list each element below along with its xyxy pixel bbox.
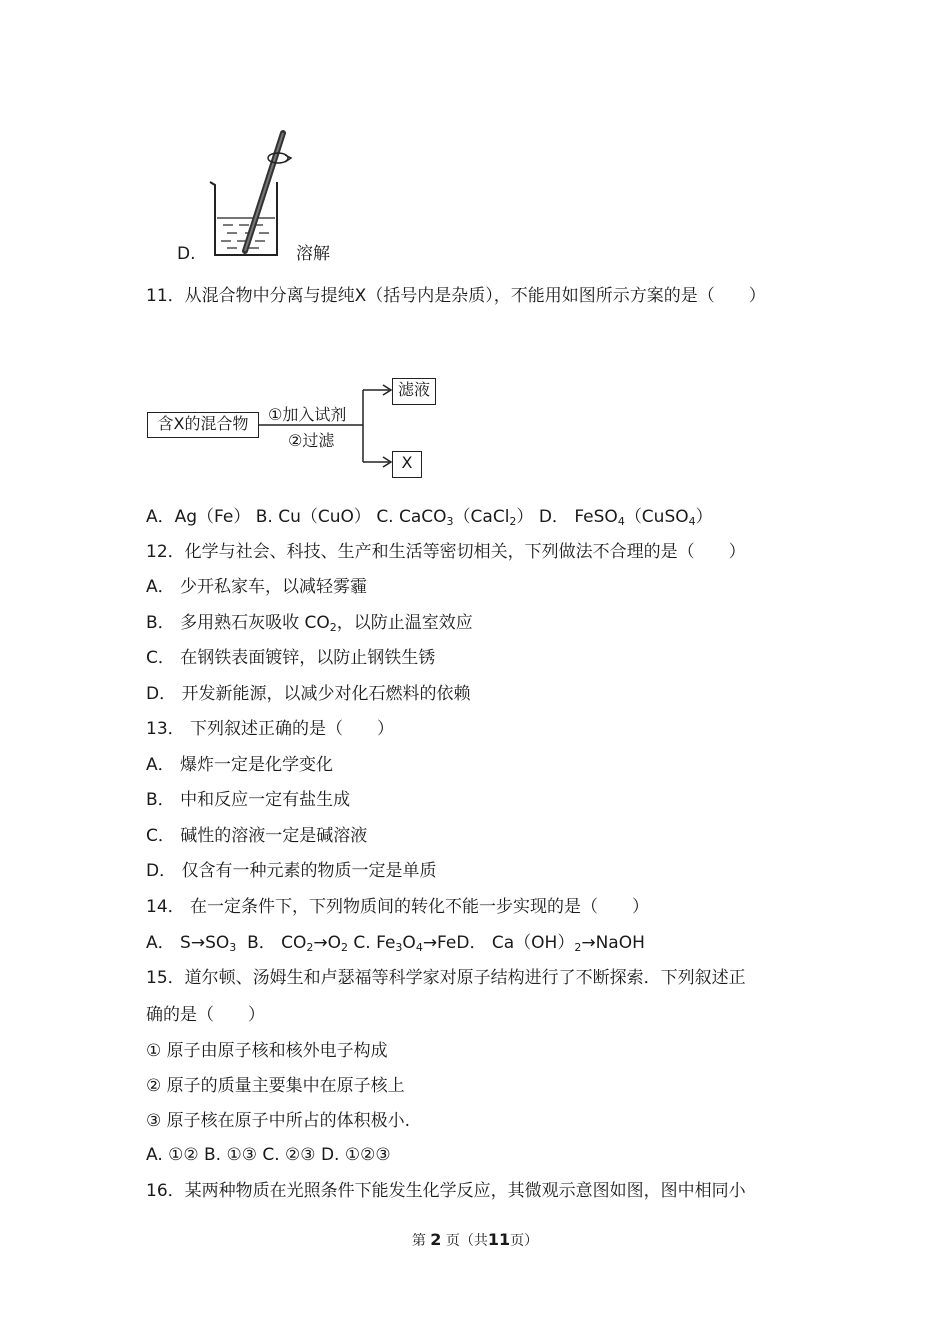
q13-option-d: D． 仅含有一种元素的物质一定是单质 [146, 861, 437, 881]
q13-stem: 13． 下列叙述正确的是（ ） [146, 719, 395, 739]
page-footer: 第 2 页（共11页） [411, 1230, 539, 1249]
q10-option-d-letter: D. [177, 244, 196, 264]
q15-stem-line2: 确的是（ ） [146, 1005, 265, 1025]
flow-step2-label: ②过滤 [288, 431, 335, 450]
q14-option-c: C. $Fe_3O_4\to Fe$ [353, 933, 457, 954]
q14-option-d: D． $Ca(OH)_2\to NaOH$ [456, 933, 645, 954]
q12-option-a: A． 少开私家车，以减轻雾霾 [146, 577, 368, 597]
q11-option-b: B. Cu（CuO） [255, 507, 371, 527]
q12-stem: 12．化学与社会、科技、生产和生活等密切相关，下列做法不合理的是（ ） [146, 542, 746, 562]
q11-option-a: A．Ag（Fe） [146, 507, 251, 527]
q15-item-3: ③ 原子核在原子中所占的体积极小. [146, 1111, 411, 1131]
q14-option-a: A． $S\to SO_3$ [146, 933, 237, 954]
q15-stem-line1: 15．道尔顿、汤姆生和卢瑟福等科学家对原子结构进行了不断探索．下列叙述正 [146, 968, 746, 988]
q15-item-1: ① 原子由原子核和核外电子构成 [146, 1041, 388, 1061]
q11-option-c: C. CaCO$_3$（CaCl$_2$） [376, 507, 534, 528]
flow-input-box: 含X的混合物 [147, 412, 259, 438]
q14-options [146, 932, 645, 959]
q12-option-d: D． 开发新能源，以减少对化石燃料的依赖 [146, 684, 471, 704]
q12-option-b: B． 多用熟石灰吸收 $CO_2$，以防止温室效应 [146, 613, 473, 634]
flow-step1-label: ①加入试剂 [268, 405, 347, 424]
q13-option-c: C． 碱性的溶液一定是碱溶液 [146, 826, 368, 846]
current-page-number: 2 [430, 1230, 442, 1249]
q15-options: A. ①② B. ①③ C. ②③ D. ①②③ [146, 1145, 391, 1165]
beaker-stirring-figure [205, 125, 305, 260]
q12-option-c: C． 在钢铁表面镀锌，以防止钢铁生锈 [146, 648, 436, 668]
total-page-count: 11 [487, 1230, 511, 1249]
q11-stem: 11．从混合物中分离与提纯X（括号内是杂质），不能用如图所示方案的是（ ） [146, 286, 766, 306]
q14-stem: 14． 在一定条件下，下列物质间的转化不能一步实现的是（ ） [146, 897, 650, 917]
q14-option-b: B． $CO_2\to O_2$ [247, 933, 349, 954]
q11-option-d: D． FeSO$_4$（CuSO$_4$） [538, 507, 713, 528]
q11-options [146, 506, 713, 533]
flow-filtrate-box: 滤液 [392, 378, 436, 405]
q16-stem: 16．某两种物质在光照条件下能发生化学反应，其微观示意图如图，图中相同小 [146, 1181, 746, 1201]
flow-x-box: X [392, 451, 422, 478]
q13-option-a: A． 爆炸一定是化学变化 [146, 755, 334, 775]
q15-item-2: ② 原子的质量主要集中在原子核上 [146, 1076, 405, 1096]
q10-option-d-label: 溶解 [296, 244, 330, 264]
q13-option-b: B． 中和反应一定有盐生成 [146, 790, 351, 810]
